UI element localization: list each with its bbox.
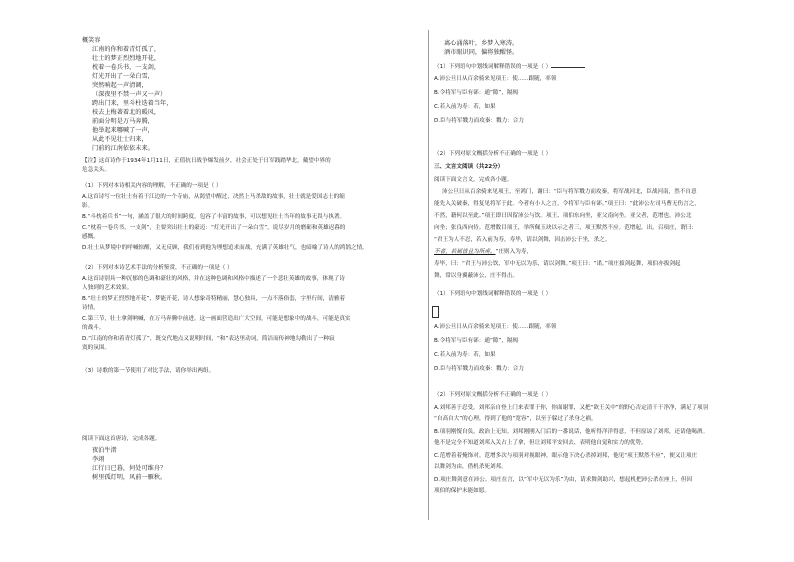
option: 感慨。 <box>82 234 99 240</box>
margin-box-marker <box>432 306 439 318</box>
poem-line: 前面分明是万马奔腾， <box>92 118 154 125</box>
option: 人独到的艺术效果。 <box>82 285 133 291</box>
passage-line: 舞，常以身翼蔽沛公，庄不得击。 <box>434 273 518 279</box>
reading-intro: 阅读下面这首唐诗，完成各题。 <box>82 436 161 442</box>
option: 项伯的保护未能如愿。 <box>434 488 490 494</box>
option: D.臣与将军戮力而攻秦：戮力：合力 <box>434 118 524 124</box>
option: 的战斗。 <box>82 325 105 331</box>
poem-line: （深夜里不禁一声又一声） <box>92 91 167 98</box>
option: A.这首诗写一位壮士有着于江边的一个寺庙，从渴望中醒过，决然上马杀敌的故事，壮士就是爱国志士的缩 <box>82 194 345 200</box>
option: B.“斗枕着兵书”一句，涵盖了很大的时间跨度，包容了丰富的故事，可以想见壮士当年的故事无畏与执著。 <box>82 214 346 220</box>
option: 以舞剑为由，借机杀死刘邦。 <box>434 464 507 470</box>
passage-line: 寿毕，曰：“君王与沛公饮，军中无以为乐，请以剑舞。”项王曰：“诺。”项庄拔剑起舞，项伯亦拔剑起 <box>434 261 681 267</box>
option: C.“枕着一卷兵书，一支剑”，主要突出壮士的豪迈：“灯光开出了一朵白雪”，说尽岁月的磨砺和英雄迟暮的 <box>82 225 346 231</box>
poem-line: 枕着一卷兵书，一支剑， <box>92 64 161 71</box>
option: A.这首诗别具一种沉郁的色调和豪壮的风格，并在这种色调和风格中描述了一个悲壮英雄的故事，体现了诗 <box>82 276 345 282</box>
option: 寞的氛围。 <box>82 345 110 351</box>
question-stem: （2）下列对原文概括分析不正确的一项是（ ） <box>434 151 552 157</box>
option: D.臣与将军戮力而攻秦：戮力：合力 <box>434 366 524 372</box>
option: A.沛公旦日从百余骑来见项王：使......跟随，率领 <box>434 76 557 82</box>
passage-line: 向坐；张良西向侍。范增数目项王，举所佩玉玦以示之者三，项王默然不应。范增起，出，召项庄，谓曰： <box>434 225 697 231</box>
poem-line: 跨出门来，里斗柱迭着当年， <box>92 100 173 107</box>
poem-author: 李翊 <box>92 456 105 463</box>
passage-line: “君王为人不忍，若入前为寿，寿毕，请以剑舞，因击沛公于坐，杀之。 <box>434 237 611 243</box>
question-stem: （2）下列对原文概括分析不正确的一项是（ ） <box>434 392 552 398</box>
poem-line: 酒市眼识同，偏将独醒怪。 <box>444 49 519 56</box>
passage-line: 不者，若属皆且为所虏。”庄则入为寿， <box>434 249 533 255</box>
option: A.沛公旦日从百余骑来见项王：使......跟随，率领 <box>434 324 557 330</box>
poem-line: 灯光开出了一朵白雪， <box>92 73 154 80</box>
poem-line: 概笑容 <box>82 37 101 44</box>
poem-line: 江行日已暮，何处可维舟？ <box>92 465 167 472</box>
poem-line: 他举起来哪喊了一声， <box>92 127 154 134</box>
answer-blank <box>551 62 585 68</box>
option: C.范增着着掩饰对。范增多次与项羽对视眼神，眼示他下决心杀掉刘邦，他见“项王默然不应”，便又让项庄 <box>434 453 698 459</box>
option: D.“江南的你和着青灯孤了”，既交代地点又说明时间，“和”表达里动词，简洁而传神地勾勒出了一种寂 <box>82 336 335 342</box>
passage-line: 能先入关破秦，得复见将军于此。今者有小人之言，令将军与臣有郤。”项王曰：“此沛公左司马曹无伤言之， <box>434 201 700 207</box>
question-stem: （1）下列对本诗相关内容的理解，不正确的一项是（ ） <box>82 183 222 189</box>
poem-note: 危急关头。 <box>82 167 110 173</box>
question-stem: （3）诗歌的第一节使用了对比手法，请你举出两组。 <box>82 368 215 374</box>
option: B.令将军与臣有郤：通“隙”，隔阂 <box>434 90 519 96</box>
option: D.项庄舞剑意在沛公。项庄在言，以“军中无以为乐”为由，请求舞剑助兴，想起机把沛公杀在座上，但因 <box>434 477 693 483</box>
option: D.壮士从梦境中的呼喊惊醒，又无反顾，我们看到他为理想追求而战，充满了英雄壮气，也暗喻了诗人的鸿鹄之情。 <box>82 245 368 251</box>
option: 诗情。 <box>82 305 99 311</box>
passage-line: 不然，籍何以至此。”项王即日因留沛公与饮。项王、项伯东向坐，亚父南向坐。亚父者，范增也。沛公北 <box>434 213 692 219</box>
poem-line: 门前的江南依依未来。 <box>92 145 154 152</box>
poem-title: 夜泊牛渚 <box>92 447 117 454</box>
option: C.若入前为寿：若，如果 <box>434 104 496 110</box>
poem-note: 【注】这首诗作于1934年1月11日，正值抗日战争爆发前夕，社会正处于日军践踏华北，戴望中界的 <box>82 158 331 164</box>
option: A.刘邦善于忍受。刘邦亲自登上门来表罪于你，你面谢罪，又把“欲王关中”的野心否定清干干净净，满足了项羽 <box>434 405 709 411</box>
poem-line: 离心涌落叶，乡梦入寒涛。 <box>444 40 519 47</box>
poem-line: 突然响起一声清调， <box>92 82 148 89</box>
poem-line: 江南的你和着青灯孤了， <box>92 46 161 53</box>
option: “自高自大”的心理，得到了他的“宽容”，以至于躲过了杀身之祸。 <box>434 416 597 422</box>
option: C.若入前为寿：若，如果 <box>434 352 496 358</box>
question-stem: （1）下列语句中划线词解释错误的一项是（ ） <box>434 291 552 297</box>
option: C.第三节，壮士拿剑呐喊，在万马奔腾中前进。这一画面营造出广大空间，可能是想象中的战斗，可能是真实 <box>82 316 351 322</box>
reading-intro: 阅读下面文言文，完成各小题。 <box>434 177 513 183</box>
poem-line: 从此不见壮士归来， <box>92 136 148 143</box>
option: 他不是完全不知道刘邦入关占上了拿，但让刘邦平安回去，表明他自觉和实力的优势。 <box>434 440 647 446</box>
poem-line: 枝去上梅著着北的暖风， <box>92 109 161 116</box>
column-divider <box>428 30 429 520</box>
poem-line: 树里孤灯明，风前一雁秋。 <box>92 474 167 481</box>
passage-line: 沛公旦日从百余骑来见项王，至鸿门，谢曰：“臣与将军戮力而攻秦，将军战河北，臣战河南，然不自意 <box>442 189 697 195</box>
underlined-sentence: 不者，若属皆且为所虏。 <box>434 249 496 255</box>
section-heading: 三、文言文阅读（共22分） <box>434 164 504 170</box>
poem-line: 壮士的梦正烈烈地开花， <box>92 55 161 62</box>
question-stem: （1）下列语句中划线词解释错误的一项是（ ） <box>434 62 585 71</box>
question-stem: （2）下列对本诗艺术手法的分析鉴赏，不正确的一项是（ ） <box>82 265 233 271</box>
option: B.令将军与臣有郤：通“隙”，隔阂 <box>434 338 519 344</box>
option: B.项羽刚愎自负，政治上无知。刘邦刚刚入门后的一番说话，他听得洋洋得意，不但原谅了刘邦，还请他喝酒。 <box>434 429 709 435</box>
option: 影。 <box>82 203 94 209</box>
option: B.“壮士的梦正烈烈地开花”，梦能开花，诗人想象奇特精丽，慧心独具，一点不落俗套，字里行间，清雅着 <box>82 296 346 302</box>
